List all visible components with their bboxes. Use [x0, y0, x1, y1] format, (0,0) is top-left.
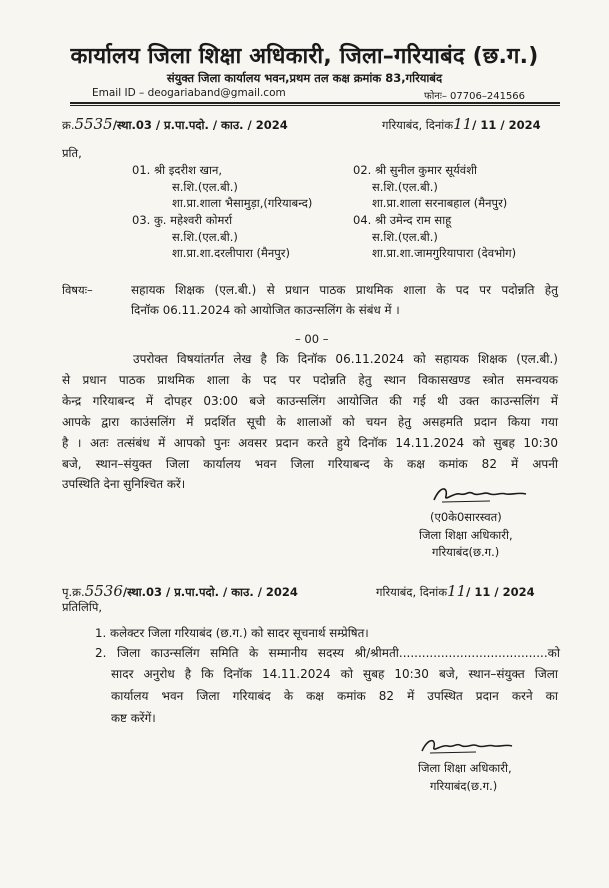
- prati-label: प्रति,: [62, 146, 82, 160]
- office-phone: फोनः– 07706–241566: [424, 91, 526, 102]
- letter2-reference: पृ.क्र.5536/स्था.03 / प्र.पा.पदो. / काउ. / 2024: [62, 582, 298, 600]
- recipient-3-school: शा.प्रा.शा.दरलीपारा (मैनपुर): [172, 246, 290, 260]
- body-line-7: उपस्थिति देना सुनिश्चित करें।: [62, 477, 186, 491]
- handwritten-ref-number: 5535: [74, 115, 113, 133]
- body-line-1: उपरोक्त विषयांतर्गत लेख है कि दिनॉक 06.11.2024 को सहायक शिक्षक (एल.बी.): [133, 352, 558, 366]
- signatory-designation: जिला शिक्षा अधिकारी,: [419, 528, 513, 542]
- signature-scribble-icon: [430, 482, 530, 506]
- body-line-5: है । अतः तत्संबंध में आपको पुनः अवसर प्रदान करते हुये दिनॉक 14.11.2024 को सुबह 10:30: [62, 436, 558, 450]
- copy-item-2-line-3: कार्यालय भवन जिला गरियाबंद के कक्ष कमांक 82 में उपस्थित प्रदान करने का: [111, 689, 558, 703]
- subject-line-1: सहायक शिक्षक (एल.बी.) से प्रधान पाठक प्राथमिक शाला के पद पर पदोन्नति हेतु: [131, 283, 558, 297]
- copy-item-1: 1. कलेक्टर जिला गरियाबंद (छ.ग.) को सादर सूचनार्थ सम्प्रेषित।: [95, 626, 369, 640]
- separator: – 00 –: [295, 332, 329, 346]
- letter2-date: गरियाबंद, दिनांक11/ 11 / 2024: [376, 582, 535, 600]
- recipient-3-post: स.शि.(एल.बी.): [172, 230, 238, 244]
- body-line-6: बजे, स्थान–संयुक्त जिला कार्यालय भवन जिला गरियाबन्द के कक्ष कमांक 82 में अपनी: [62, 457, 558, 471]
- recipient-1-name: 01. श्री इदरीश खान,: [132, 163, 223, 177]
- body-line-2: से प्रधान पाठक प्राथमिक शाला के पद पर पदोन्नति हेतु स्थान विकासखण्ड स्त्रोत समन्वयक: [62, 373, 558, 387]
- copy-item-2-line-1: 2. जिला काउन्सलिंग समिति के सम्मानीय सदस्य श्री/श्रीमती.......................................को: [95, 646, 560, 660]
- recipient-1-post: स.शि.(एल.बी.): [172, 180, 238, 194]
- office-address: संयुक्त जिला कार्यालय भवन,प्रथम तल कक्ष क्रमांक 83,गरियाबंद: [166, 71, 443, 85]
- header-divider: [70, 102, 560, 104]
- body-line-3: केन्द्र गरियाबन्द में दोपहर 03:00 बजे काउन्सलिंग आयोजित की गई थी उक्त काउन्सलिंग में: [62, 394, 558, 408]
- handwritten-ref-number-2: 5536: [84, 582, 123, 600]
- signatory-place: गरियाबंद(छ.ग.): [432, 545, 500, 559]
- subject-line-2: दिनॉक 06.11.2024 को आयोजित काउन्सलिंग के संबंध में ।: [131, 303, 400, 317]
- letter1-date: गरियाबंद, दिनांक11/ 11 / 2024: [382, 115, 541, 133]
- signatory-designation-2: जिला शिक्षा अधिकारी,: [418, 761, 512, 775]
- recipient-4-post: स.शि.(एल.बी.): [372, 230, 438, 244]
- copy-label: प्रतिलिपि,: [62, 600, 103, 614]
- body-line-4: आपके द्वारा काउंसलिंग में प्रदर्शित सूची के शालाओं को चयन हेतु असहमति प्रदान किया गया: [62, 415, 558, 429]
- handwritten-date-day-2: 11: [447, 582, 467, 600]
- header-divider-thin: [70, 105, 560, 106]
- signatory-name: (ए0के0सारस्वत): [430, 510, 502, 524]
- letter1-reference: क्र.5535/स्था.03 / प्र.पा.पदो. / काउ. / 2024: [62, 115, 288, 133]
- recipient-2-post: स.शि.(एल.बी.): [372, 180, 438, 194]
- handwritten-date-day: 11: [453, 115, 473, 133]
- recipient-1-school: शा.प्रा.शाला भैसामुड़ा,(गरियाबन्द): [172, 196, 313, 210]
- signatory-place-2: गरियाबंद(छ.ग.): [430, 779, 498, 793]
- subject-label: विषयः–: [62, 283, 93, 297]
- copy-item-2-line-4: कष्ट करेंगें।: [111, 711, 156, 725]
- recipient-3-name: 03. कु. महेश्वरी कोमर्रा: [132, 213, 233, 227]
- copy-item-2-line-2: सादर अनुरोध है कि दिनॉक 14.11.2024 को सुबह 10:30 बजे, स्थान–संयुक्त जिला: [111, 667, 558, 681]
- recipient-4-school: शा.प्रा.शा.जामगुरियापारा (देवभोग): [372, 246, 517, 260]
- recipient-2-name: 02. श्री सुनील कुमार सूर्यवंशी: [353, 163, 477, 177]
- recipient-2-school: शा.प्रा.शाला सरनाबहाल (मैनपुर): [372, 196, 508, 210]
- recipient-4-name: 04. श्री उमेन्द राम साहू: [353, 213, 452, 227]
- office-title: कार्यालय जिला शिक्षा अधिकारी, जिला–गरियाबंद (छ.ग.): [70, 44, 539, 69]
- office-email: Email ID – deogariaband@gmail.com: [92, 87, 286, 99]
- signature-scribble-2-icon: [418, 735, 518, 757]
